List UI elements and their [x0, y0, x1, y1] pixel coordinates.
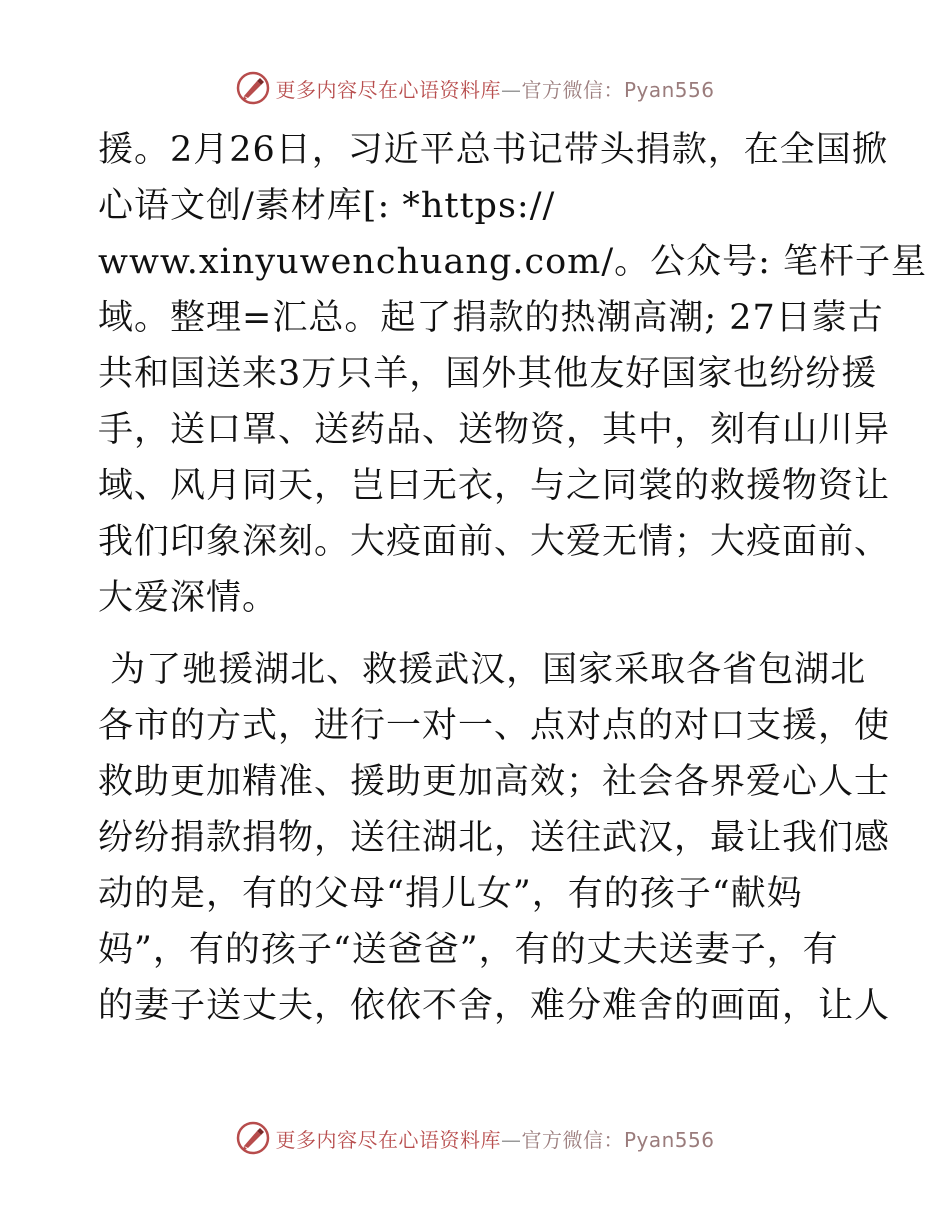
text-line: 的妻子送丈夫，依依不舍，难分难舍的画面，让人 [98, 986, 891, 1026]
text-line: 大爱深情。 [98, 578, 279, 618]
footer-brand-text: 更多内容尽在心语资料库 [275, 1127, 501, 1152]
text-line: 我们印象深刻。大疫面前、大爱无情；大疫面前、 [98, 522, 891, 562]
text-line: 心语文创/素材库[: *https:// [98, 186, 556, 226]
header-dash: — [500, 77, 522, 102]
text-line: 域、风月同天，岂曰无衣，与之同裳的救援物资让 [98, 466, 891, 506]
paragraph-1 [98, 122, 928, 626]
header-banner-inner [235, 70, 714, 106]
text-line: 救助更加精准、援助更加高效；社会各界爱心人士 [98, 762, 891, 802]
header-brand-text: 更多内容尽在心语资料库 [275, 77, 501, 102]
header-banner-text [275, 74, 714, 103]
footer-banner [0, 1120, 950, 1156]
text-line: 共和国送来3万只羊，国外其他友好国家也纷纷援 [98, 354, 878, 394]
text-line: 妈”，有的孩子“送爸爸”，有的丈夫送妻子，有 [98, 930, 839, 970]
paragraph-gap [98, 626, 858, 642]
text-line: 域。整理=汇总。起了捐款的热潮高潮; 27日蒙古 [98, 298, 884, 338]
text-line: 援。2月26日，习近平总书记带头捐款，在全国掀 [98, 130, 888, 170]
text-line: 动的是，有的父母“捐儿女”，有的孩子“献妈 [98, 874, 803, 914]
text-line: 纷纷捐款捐物，送往湖北，送往武汉，最让我们感 [98, 818, 891, 858]
header-wechat-text: 官方微信：Pyan556 [521, 77, 715, 102]
pen-logo-icon [235, 70, 271, 106]
footer-banner-inner [235, 1120, 714, 1156]
text-line: www.xinyuwenchuang.com/。公众号: 笔杆子星 [98, 242, 928, 282]
footer-banner-text [275, 1124, 714, 1153]
pen-logo-icon [235, 1120, 271, 1156]
header-banner [0, 70, 950, 106]
document-body [98, 122, 928, 1034]
paragraph-2 [98, 642, 891, 1034]
text-line: 为了驰援湖北、救援武汉，国家采取各省包湖北 [98, 650, 867, 690]
footer-wechat-text: 官方微信：Pyan556 [521, 1127, 715, 1152]
footer-dash: — [500, 1127, 522, 1152]
text-line: 手，送口罩、送药品、送物资，其中，刻有山川异 [98, 410, 891, 450]
text-line: 各市的方式，进行一对一、点对点的对口支援，使 [98, 706, 891, 746]
